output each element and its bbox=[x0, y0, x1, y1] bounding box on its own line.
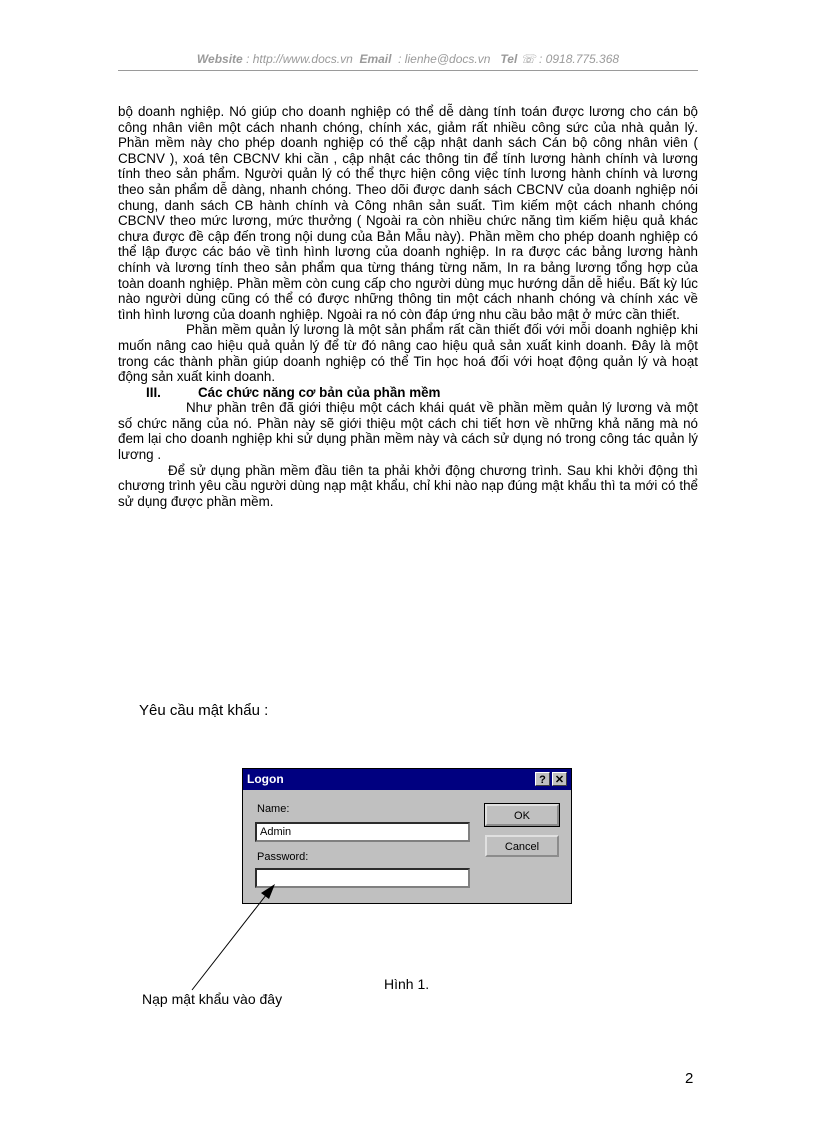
help-icon[interactable]: ? bbox=[535, 772, 550, 786]
paragraph-features: Như phần trên đã giới thiệu một cách khái quát về phần mềm quản lý lương và một số chức năng của nó. Phần này sẽ giới thiệu một cách chi tiết hơn về những khả năng mà nó đem lại cho doanh nghiệp khi sử dụng phần mềm này và cách sử dụng nó trong công tác quản lý lương . bbox=[118, 400, 698, 463]
cancel-button[interactable]: Cancel bbox=[485, 835, 559, 857]
tel-value: : 0918.775.368 bbox=[539, 52, 620, 66]
arrow-caption: Nạp mật khẩu vào đây bbox=[142, 991, 283, 1007]
page-number: 2 bbox=[685, 1070, 694, 1087]
email-label: Email bbox=[359, 52, 392, 66]
paragraph-startup: Để sử dụng phần mềm đầu tiên ta phải khởi động chương trình. Sau khi khởi động thì chương trình yêu cầu người dùng nạp mật khẩu, chỉ khi nào nạp đúng mật khẩu thì ta mới có thể sử dụng được phần mềm. bbox=[118, 462, 698, 509]
name-input[interactable]: Admin bbox=[255, 822, 470, 842]
arrow-head bbox=[261, 884, 275, 899]
tel-label: Tel bbox=[500, 52, 518, 66]
section-number: III. bbox=[146, 384, 161, 400]
phone-icon: ☏ bbox=[520, 52, 536, 66]
dialog-title: Logon bbox=[247, 772, 284, 786]
paragraph-intro: bộ doanh nghiệp. Nó giúp cho doanh nghiệp có thể dễ dàng tính toán được lương cho cán bộ công nhân viên một cách nhanh chóng, chính xác, giảm rất nhiều công sức của nhà quản lý. Phần mềm này cho phép doanh nghiệp có thể cập nhật danh sách Cán bộ công nhân viên ( CBCNV ), xoá tên CBCNV khi cần , cập nhật các thông tin để tính lương hành chính và lương tính theo sản phẩm. Người quản lý có thể thực hiện công việc tính lương hành chính và lương theo sản phẩm dễ dàng, nhanh chóng. Theo dõi được danh sách CBCNV của doanh nghiệp nói chung, danh sách CB hành chính và Công nhân sản suất. Tìm kiếm một cách nhanh chóng CBCNV theo mức lương, mức thưởng ( Ngoài ra còn nhiều chức năng tìm kiếm hiệu quả khác chưa được đề cập đến trong nội dung của Bản Mẫu này). Phần mềm cho phép doanh nghiệp có thể lập được các báo về tình hình lương của doanh nghiệp. In ra được các bảng lương hành chính và lương tính theo sản phẩm qua từng tháng từng năm, In ra bảng lương tổng hợp của toàn doanh nghiệp. Phần mềm còn cung cấp cho người dùng mục hướng dẫn dễ hiểu. Bất kỳ lúc nào người dùng cũng có thể có được những thông tin một cách nhanh chóng và chính xác về tình hình lương của doanh nghiệp. Ngoài ra nó còn đáp ứng nhu cầu bảo mật ở mức cần thiết. bbox=[118, 104, 698, 322]
arrow-line bbox=[192, 890, 270, 990]
email-value: : lienhe@docs.vn bbox=[398, 52, 491, 66]
website-value: : http://www.docs.vn bbox=[246, 52, 353, 66]
figure-caption-top: Yêu cầu mật khẩu : bbox=[139, 702, 269, 719]
website-label: Website bbox=[196, 52, 243, 66]
figure-label: Hình 1. bbox=[384, 976, 430, 992]
ok-button[interactable]: OK bbox=[485, 804, 559, 826]
close-icon[interactable]: ✕ bbox=[552, 772, 567, 786]
name-label: Name: bbox=[257, 803, 290, 815]
paragraph-summary: Phần mềm quản lý lương là một sản phẩm rất cần thiết đối với mỗi doanh nghiệp khi muốn nâng cao hiệu quả quản lý để từ đó nâng cao hiệu quả sản xuất kinh doanh. Đây là một trong các thành phần giúp doanh nghiệp có thể Tin học hoá đối với hoạt động quản lý và hoạt động sản xuất kinh doanh. bbox=[118, 322, 698, 385]
password-label: Password: bbox=[257, 851, 309, 863]
section-title: Các chức năng cơ bản của phần mềm bbox=[198, 384, 441, 400]
